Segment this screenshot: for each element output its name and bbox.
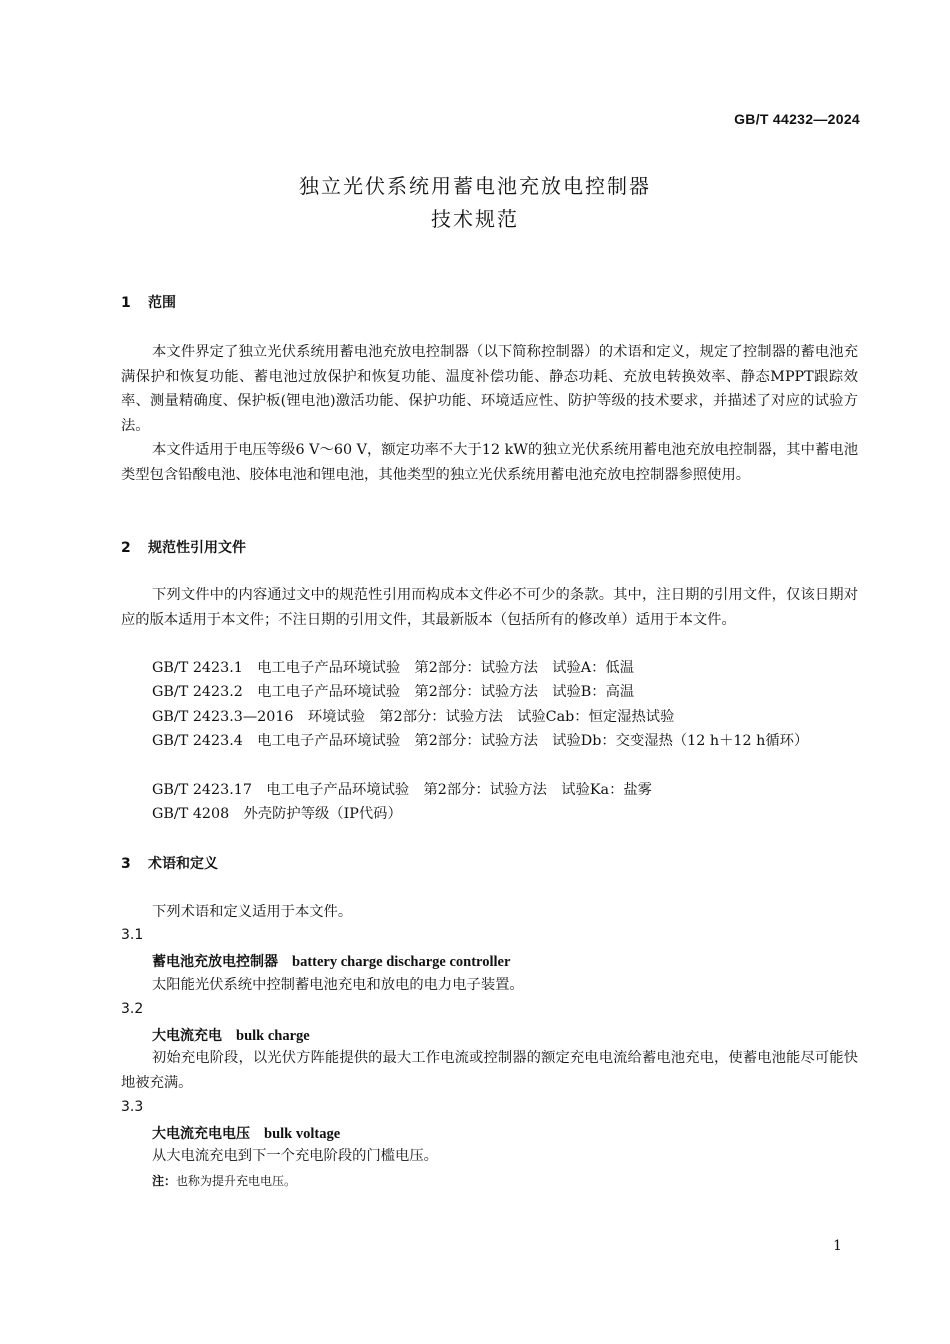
term-definition: 初始充电阶段，以光伏方阵能提供的最大工作电流或控制器的额定充电电流给蓄电池充电，使蓄电池能尽可能快地被充满。 xyxy=(121,1050,858,1091)
page-number: 1 xyxy=(833,1238,842,1254)
document-title-line2: 技术规范 xyxy=(431,207,519,231)
term-english: bulk charge xyxy=(236,1028,310,1044)
term-english: battery charge discharge controller xyxy=(292,954,511,970)
term-chinese: 蓄电池充放电控制器 xyxy=(152,954,278,970)
term-definition: 从大电流充电到下一个充电阶段的门槛电压。 xyxy=(152,1148,438,1164)
section-number: 3 xyxy=(121,856,131,872)
section-title: 规范性引用文件 xyxy=(148,540,246,556)
section-title: 术语和定义 xyxy=(148,856,218,872)
section-1-paragraph-2: 本文件适用于电压等级6 V～60 V，额定功率不大于12 kW的独立光伏系统用蓄电池充放电控制器，其中蓄电池类型包含铅酸电池、胶体电池和锂电池，其他类型的独立光伏系统用蓄电池充放电控制器参照使用。 xyxy=(121,442,858,483)
term-english: bulk voltage xyxy=(264,1126,341,1142)
term-chinese: 大电流充电 xyxy=(152,1028,222,1044)
section-1-heading xyxy=(121,292,176,312)
note-label: 注： xyxy=(152,1174,177,1188)
term-title xyxy=(152,951,510,971)
section-title: 范围 xyxy=(148,295,176,311)
term-chinese: 大电流充电电压 xyxy=(152,1126,250,1142)
reference-item: GB/T 2423.2 电工电子产品环境试验 第2部分：试验方法 试验B：高温 xyxy=(152,684,635,700)
term-number: 3.2 xyxy=(121,1001,144,1017)
section-3-heading xyxy=(121,853,218,873)
term-note xyxy=(152,1172,296,1189)
section-2-heading xyxy=(121,537,246,557)
term-title xyxy=(152,1123,340,1143)
section-3-intro: 下列术语和定义适用于本文件。 xyxy=(152,904,353,920)
section-1-paragraph-1: 本文件界定了独立光伏系统用蓄电池充放电控制器（以下简称控制器）的术语和定义，规定了控制器的蓄电池充满保护和恢复功能、蓄电池过放保护和恢复功能、温度补偿功能、静态功耗、充放电转换效率、静态MPPT跟踪效率、测量精确度、保护板(锂电池)激活功能、保护功能、环境适应性、防护等级的技术要求，并描述了对应的试验方法。 xyxy=(121,344,858,434)
standard-number: GB/T 44232—2024 xyxy=(734,111,860,127)
section-number: 1 xyxy=(121,295,131,311)
reference-item: GB/T 2423.3—2016 环境试验 第2部分：试验方法 试验Cab：恒定湿热试验 xyxy=(152,709,675,725)
term-number: 3.1 xyxy=(121,927,144,943)
section-2-intro: 下列文件中的内容通过文中的规范性引用而构成本文件必不可少的条款。其中，注日期的引用文件，仅该日期对应的版本适用于本文件；不注日期的引用文件，其最新版本（包括所有的修改单）适用于本文件。 xyxy=(121,587,858,628)
document-title-line1: 独立光伏系统用蓄电池充放电控制器 xyxy=(299,174,651,198)
section-number: 2 xyxy=(121,540,131,556)
reference-item: GB/T 2423.4 电工电子产品环境试验 第2部分：试验方法 试验Db：交变湿热（12 h＋12 h循环） xyxy=(152,733,809,749)
term-title xyxy=(152,1025,310,1045)
reference-item: GB/T 2423.1 电工电子产品环境试验 第2部分：试验方法 试验A：低温 xyxy=(152,660,634,676)
note-text: 也称为提升充电电压。 xyxy=(176,1174,297,1188)
term-definition: 太阳能光伏系统中控制蓄电池充电和放电的电力电子装置。 xyxy=(152,977,524,993)
reference-item: GB/T 2423.17 电工电子产品环境试验 第2部分：试验方法 试验Ka：盐雾 xyxy=(152,782,652,798)
term-number: 3.3 xyxy=(121,1099,144,1115)
reference-item: GB/T 4208 外壳防护等级（IP代码） xyxy=(152,806,402,822)
